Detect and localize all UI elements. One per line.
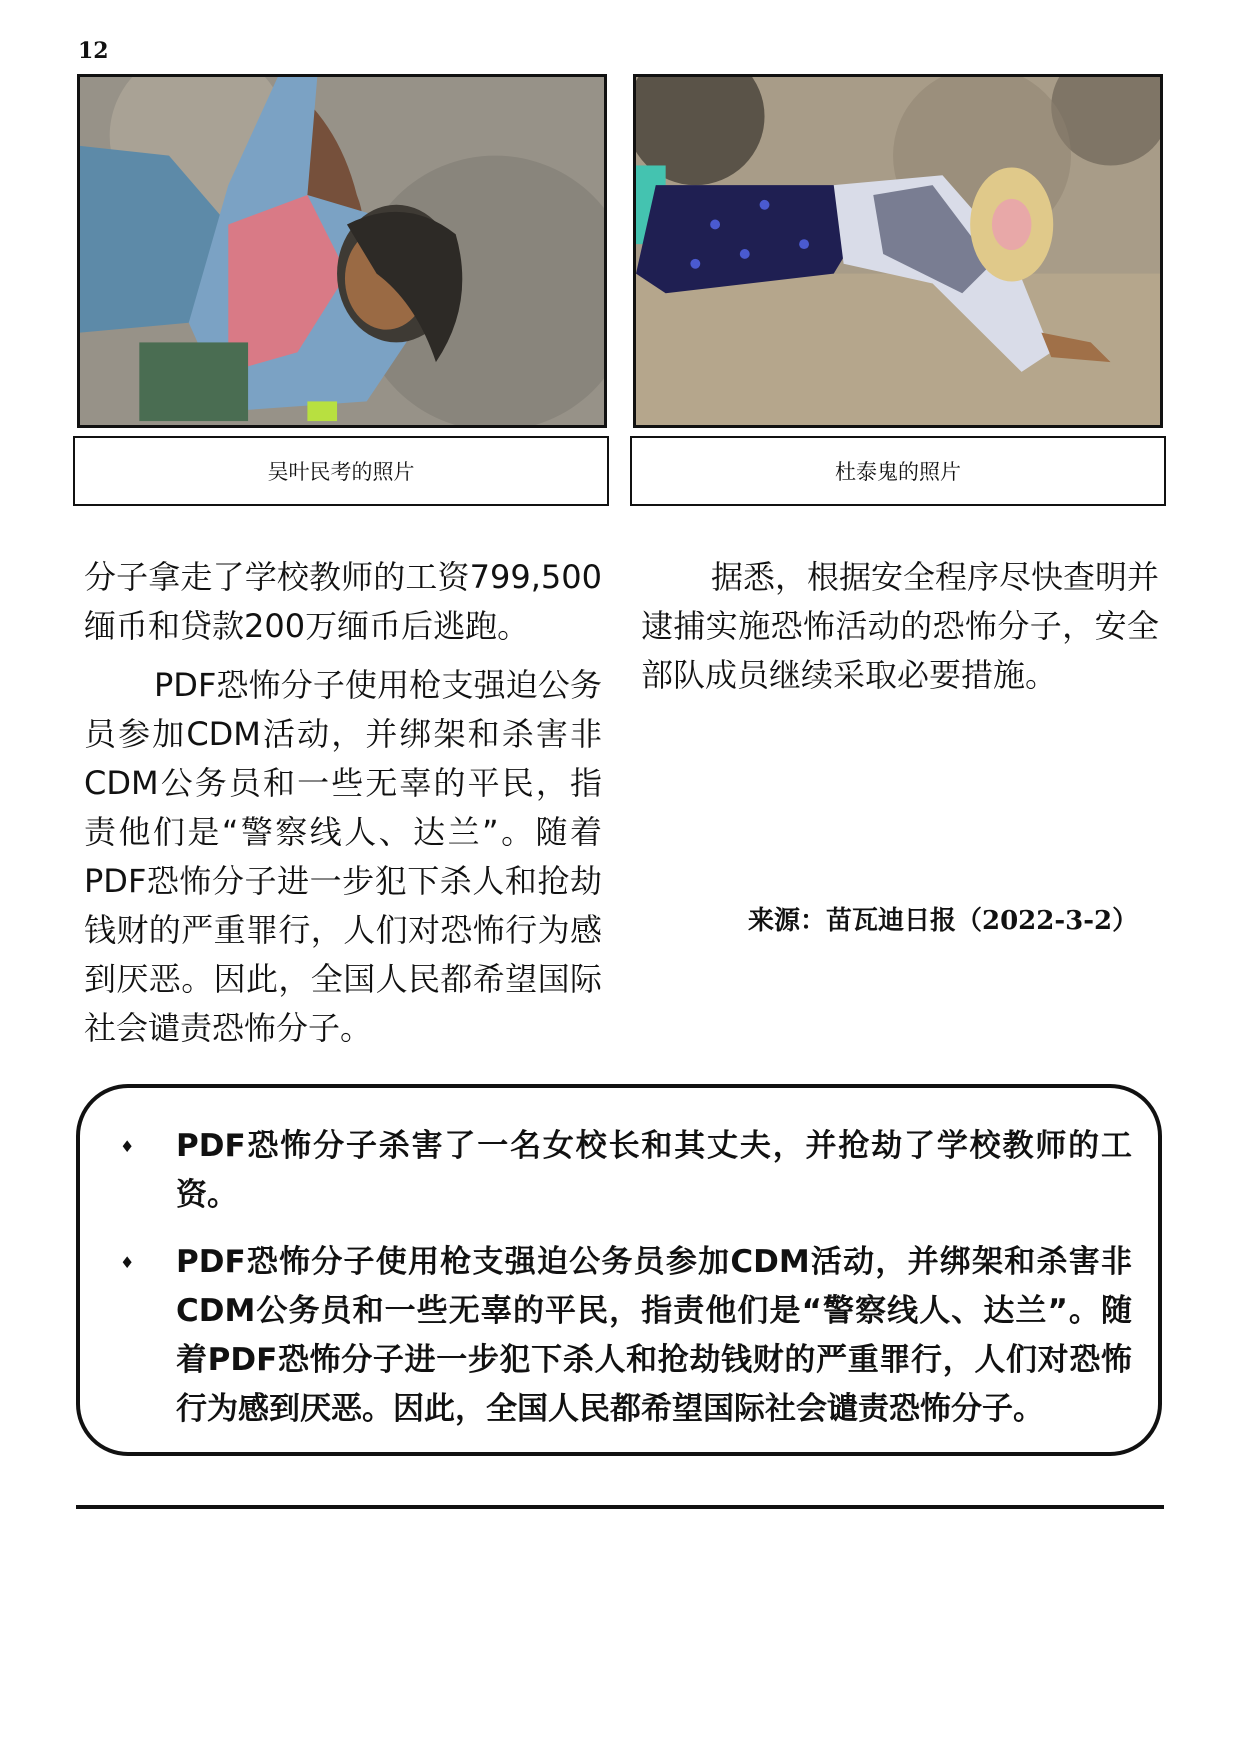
photo-caption-left: 吴叶民考的照片 <box>73 436 609 506</box>
paragraph: PDF恐怖分子使用枪支强迫公务员参加CDM活动，并绑架和杀害非CDM公务员和一些无辜的平民，指责他们是“警察线人、达兰”。随着PDF恐怖分子进一步犯下杀人和抢劫钱财的严重罪行，人们对恐怖行为感到厌恶。因此，全国人民都希望国际社会谴责恐怖分子。 <box>84 666 602 1047</box>
diamond-bullet-icon: ♦ <box>120 1253 135 1272</box>
source-line: 来源：苗瓦迪日报（2022-3-2） <box>748 906 1139 936</box>
photo-man-on-road <box>80 77 604 425</box>
text-column-right <box>641 553 1159 710</box>
summary-item-text: PDF恐怖分子使用枪支强迫公务员参加CDM活动，并绑架和杀害非CDM公务员和一些无辜的平民，指责他们是“警察线人、达兰”。随着PDF恐怖分子进一步犯下杀人和抢劫钱财的严重罪行，人们对恐怖行为感到厌恶。因此，全国人民都希望国际社会谴责恐怖分子。 <box>176 1244 1132 1427</box>
summary-item-text: PDF恐怖分子杀害了一名女校长和其丈夫，并抢劫了学校教师的工资。 <box>176 1128 1132 1213</box>
text-column-left <box>84 553 602 1063</box>
horizontal-rule <box>76 1505 1164 1509</box>
diamond-bullet-icon: ♦ <box>120 1137 135 1156</box>
summary-list <box>120 1122 1132 1434</box>
summary-item <box>120 1238 1132 1434</box>
photo-right <box>633 74 1163 428</box>
photo-left <box>77 74 607 428</box>
summary-item <box>120 1122 1132 1220</box>
paragraph: 据悉，根据安全程序尽快查明并逮捕实施恐怖活动的恐怖分子，安全部队成员继续采取必要措施。 <box>641 558 1160 694</box>
summary-box <box>76 1084 1162 1456</box>
photo-woman-on-ground <box>636 77 1160 425</box>
paragraph: 分子拿走了学校教师的工资799,500缅币和贷款200万缅币后逃跑。 <box>84 558 602 645</box>
page-number: 12 <box>78 38 109 64</box>
photo-caption-right: 杜泰鬼的照片 <box>630 436 1166 506</box>
